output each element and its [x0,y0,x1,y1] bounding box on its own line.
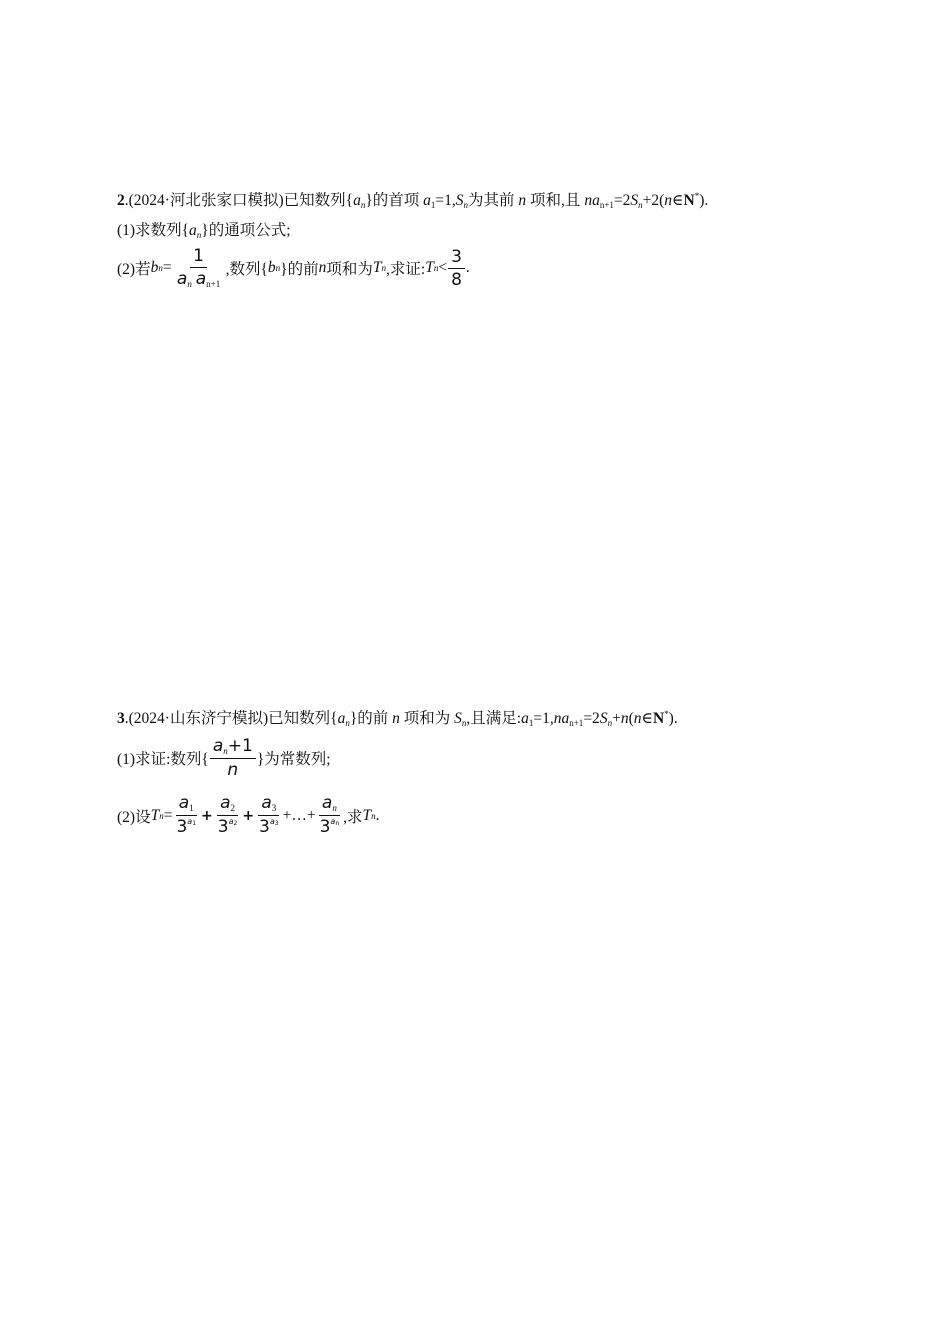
problem-2-statement: 2.(2024·河北张家口模拟)已知数列$\{a_n\}$的首项 $a_1=1,S_n$为其前 n 项和,且 $na_{n+1}=2S_n+2(n\in N^*)$. [117,191,709,210]
fraction-bn: $\frac{1}{a_n a_{n+1}}$ [176,246,221,289]
term-3-fraction: $\frac{a_3}{3^{a3}}$ [259,793,279,837]
problem-2-end: ). [699,192,709,209]
problem-3-part-1: (1)求证:数列{ $\frac{a_n+1}{n}$ }为常数列; [117,736,331,780]
problem-3-source: (2024·山东济宁模拟) [128,710,269,727]
problem-3-statement: 3.(2024·山东济宁模拟)已知数列$\{a_n\}$的前 n 项和为 $S_n$,且满足$:a_1=1,na_{n+1}=2S_n+n(n\in N^*)$. [117,709,678,728]
problem-3-part-2: (2)设 T n = $\frac{a_1}{3^{a1}}$ + $\frac{a_2}{3^{a2}}$ + $\frac{a_3}{3^{a3}}$ +…+ $\frac{a_n}{3^{an}}$ ,求 T n . [117,793,380,837]
problem-2-number: 2 [117,192,125,209]
fraction-an-plus-1-over-n: $\frac{a_n+1}{n}$ [210,736,256,780]
term-2-fraction: $\frac{a_2}{3^{a2}}$ [217,793,238,837]
problem-2-part-2: (2)若 b n = $\frac{1}{a_n a_{n+1}}$ ,数列{ b n }的前 n 项和为 T n ,求证: T n < $\frac{3}{8}$ . [117,246,470,290]
problem-2-part-1: (1)求数列$\{a_n\}$的通项公式; [117,222,291,240]
problem-3-number: 3 [117,710,125,727]
term-n-fraction: $\frac{a_n}{3^{an}}$ [319,793,340,837]
problem-2-source: (2024·河北张家口模拟) [128,192,284,209]
term-1-fraction: $\frac{a_1}{3^{a1}}$ [176,793,197,837]
fraction-three-eighths: $\frac{3}{8}$ [448,247,465,290]
problem-2-dot: . [124,192,129,209]
